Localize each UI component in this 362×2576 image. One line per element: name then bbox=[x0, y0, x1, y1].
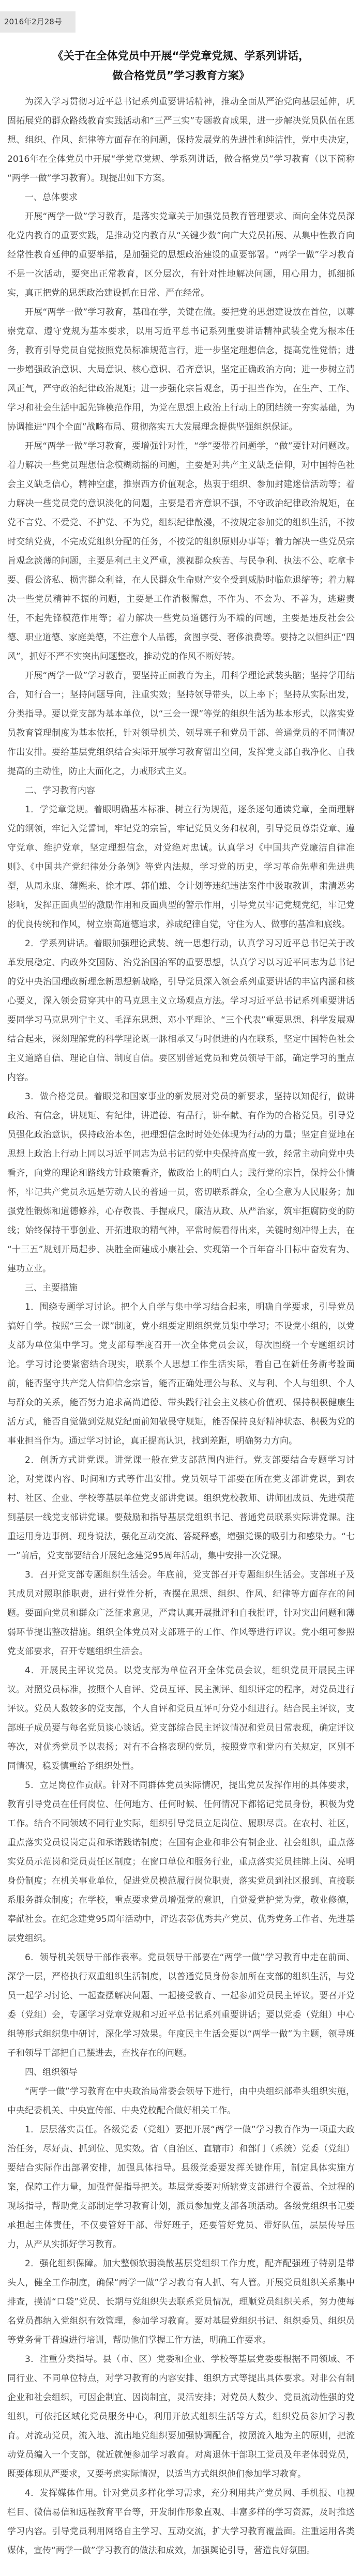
document-title-line2: 做合格党员”学习教育方案》 bbox=[112, 69, 250, 82]
document-title-line1: 《关于在全体党员中开展“学党章党规、学系列讲话， bbox=[52, 50, 310, 62]
body-paragraph: 开展“两学一做”学习教育，基础在学，关键在做。要把党的思想建设放在首位，以尊崇党章、遵守党规为基本要求，以用习近平总书记系列重要讲话精神武装全党为根本任务，教育引导党员自觉按照党员标准规范言行，进一步坚定理想信念，提高党性觉悟；进一步增强政治意识、大局意识、核心意识、看齐意识，坚定正确政治方向；进一步树立清风正气，严守政治纪律政治规矩；进一步强化宗旨观念，勇于担当作为，在生产、工作、学习和社会生活中起先锋模范作用，为党在思想上政治上行动上的团结统一夯实基础，为协调推进“四个全面”战略布局、贯彻落实五大发展理念提供坚强组织保证。 bbox=[7, 307, 355, 432]
body-paragraph: 开展“两学一做”学习教育，要增强针对性，“学”要带着问题学，“做”要针对问题改。着力解决一些党员理想信念模糊动摇的问题，主要是对共产主义缺乏信仰，对中国特色社会主义缺乏信心，精神空虚，推崇西方价值观念，热衷于组织、参加封建迷信活动等；着力解决一些党员党的意识淡化的问题，主要是看齐意识不强，不守政治纪律政治规矩，在党不言党、不爱党、不护党、不为党，组织纪律散漫，不按规定参加党的组织生活，不按时交纳党费，不完成党组织分配的任务，不按党的组织原则办事等；着力解决一些党员宗旨观念淡薄的问题，主要是利己主义严重，漠视群众疾苦、与民争利、执法不公、吃拿卡要、假公济私、损害群众利益，在人民群众生命财产安全受到威胁时临危退缩等；着力解决一些党员精神不振的问题，主要是工作消极懈怠，不作为、不会为、不善为，逃避责任，不起先锋模范作用等；着力解决一些党员道德行为不端的问题，主要是违反社会公德、职业道德、家庭美德，不注意个人品德，贪图享受、奢侈浪费等。要持之以恒纠正“四风”，抓好不严不实突出问题整改，推动党的作风不断好转。 bbox=[7, 441, 355, 662]
body-paragraph: 5．立足岗位作贡献。针对不同群体党员实际情况，提出党员发挥作用的具体要求，教育引导党员在任何岗位、任何地方、任何时候、任何情况下都铭记党员身份，积极为党工作。结合不同领域不同行业实际，组织引导党员立足岗位、履职尽责。在农村、社区，重点落实党员设岗定责和承诺践诺制度；在国有企业和非公有制企业、社会组织，重点落实党员示范岗和党员责任区制度；在窗口单位和服务行业，重点落实党员挂牌上岗、亮明身份制度；在机关事业单位，促进党员模范履行岗位职责，落实党员到社区报到、直接联系服务群众制度；在学校，重点要求党员增强党的意识，自觉爱党护党为党，敬业修德，奉献社会。在纪念建党95周年活动中，评选表彰优秀共产党员、优秀党务工作者、先进基层党组织。 bbox=[7, 1780, 355, 1944]
body-paragraph: 开展“两学一做”学习教育，要坚持正面教育为主，用科学理论武装头脑；坚持学用结合，知行合一；坚持问题导向，注重实效；坚持领导带头，以上率下；坚持从实际出发，分类指导。要以党支部为基本单位，以“三会一课”等党的组织生活为基本形式，以落实党员教育管理制度为基本依托，针对领导机关、领导班子和党员干部、普通党员的不同情况作出安排。要给基层党组织结合实际开展学习教育留出空间，发挥党支部自我净化、自我提高的主动性，防止大而化之，力戒形式主义。 bbox=[7, 671, 355, 777]
section-heading: 一、总体要求 bbox=[25, 192, 78, 203]
body-paragraph: “两学一做”学习教育在中央政治局常委会领导下进行，由中央组织部牵头组织实施，中央纪委机关、中央宣传部、中央党校配合做好相关工作。 bbox=[7, 2086, 355, 2116]
body-paragraph: 为深入学习贯彻习近平总书记系列重要讲话精神，推动全面从严治党向基层延伸，巩固拓展党的群众路线教育实践活动和“三严三实”专题教育成果，进一步解决党员队伍在思想、组织、作风、纪律等方面存在的问题，保持发展党的先进性和纯洁性，党中央决定，2016年在全体党员中开展“学党章党规、学系列讲话，做合格党员”学习教育（以下简称“两学一做”学习教育）。现提出如下方案。 bbox=[7, 97, 355, 184]
body-paragraph: 3．做合格党员。着眼党和国家事业的新发展对党员的新要求，坚持以知促行，做讲政治、有信念，讲规矩、有纪律，讲道德、有品行，讲奉献、有作为的合格党员。引导党员强化政治意识，保持政治本色，把理想信念时时处处体现为行动的力量；坚定自觉地在思想上政治上行动上同以习近平同志为总书记的党中央保持高度一致，经常主动向党中央看齐，向党的理论和路线方针政策看齐，做政治上的明白人；践行党的宗旨，保持公仆情怀，牢记共产党员永远是劳动人民的普通一员，密切联系群众，全心全意为人民服务；加强党性锻炼和道德修养，心存敬畏、手握戒尺，廉洁从政、从严治家，筑牢拒腐防变的防线；始终保持干事创业、开拓进取的精气神，平常时候看得出来，关键时刻冲得上去，在“十三五”规划开局起步、决胜全面建成小康社会、实现第一个百年奋斗目标中奋发有为、建功立业。 bbox=[7, 1092, 355, 1274]
body-paragraph: 1．围绕专题学习讨论。把个人自学与集中学习结合起来，明确自学要求，引导党员搞好自学。按照“三会一课”制度，党小组要定期组织党员集中学习；不设党小组的，以党支部为单位集中学习。党支部每季度召开一次全体党员会议，每次围绕一个专题组织讨论。学习讨论要紧密结合现实，联系个人思想工作生活实际，看自己在新任务新考验面前，能否坚守共产党人信仰信念宗旨，能否正确处理公与私、义与利、个人与组织、个人与群众的关系，能否努力追求高尚道德、带头践行社会主义核心价值观、保持积极健康生活方式，能否自觉做到党规党纪面前知敬畏守规矩，能否保持良好精神状态、积极为党的事业担当作为。通过学习讨论，真正提高认识，找到差距，明确努力方向。 bbox=[7, 1302, 355, 1446]
section-heading: 二、学习教育内容 bbox=[25, 785, 95, 796]
section-heading: 四、组织领导 bbox=[25, 2067, 78, 2078]
body-paragraph: 1．层层落实责任。各级党委（党组）要把开展“两学一做”学习教育作为一项重大政治任务，尽好责、抓到位、见实效。省（自治区、直辖市）和部门（系统）党委（党组）要结合实际作出部署安排，加强具体指导。县级党委要发挥关键作用，制定具体实施方案，保障工作力量，加强督促指导把关。基层党委要对所辖党支部进行全覆盖、全过程的现场指导，帮助党支部制定学习教育计划，派员参加党支部各项活动。各级党组织书记要承担起主体责任，不仅要管好干部、带好班子，还要管好党员、带好队伍，层层传导压力，从严从实抓好学习教育。 bbox=[7, 2125, 355, 2250]
body-paragraph: 3．召开党支部专题组织生活会。年底前，党支部召开专题组织生活会。支部班子及其成员对照职能职责，进行党性分析，查摆在思想、组织、作风、纪律等方面存在的问题。要面向党员和群众广泛征求意见，严肃认真开展批评和自我批评，针对突出问题和薄弱环节提出整改措施。组织全体党员对支部班子的工作、作风等进行评议。党小组可参照党支部要求，召开专题组织生活会。 bbox=[7, 1570, 355, 1657]
body-paragraph: 4．开展民主评议党员。以党支部为单位召开全体党员会议，组织党员开展民主评议。对照党员标准，按照个人自评、党员互评、民主测评、组织评定的程序，对党员进行评议。党员人数较多的党支部，个人自评和党员互评可分党小组进行。结合民主评议，支部班子成员要与每名党员谈心谈话。党支部综合民主评议情况和党员日常表现，确定评议等次，对优秀党员予以表扬；对有不合格表现的党员，按照党章和党内有关规定，区别不同情况，稳妥慎重给予组织处置。 bbox=[7, 1665, 355, 1771]
body-paragraph: 4．发挥媒体作用。针对党员多样化学习需求，充分利用共产党员网、手机报、电视栏目、微信易信和远程教育平台等，开发制作形象直观、丰富多样的学习资源，及时推送学习内容。引导党员利用网络自主学习、互动交流，扩大学习教育覆盖面。注重运用各类媒体，宣传“两学一做”学习教育的做法和成效，加强舆论引导，营造良好氛围。 bbox=[7, 2488, 355, 2556]
document-title bbox=[16, 46, 346, 85]
body-paragraph: 1．学党章党规。着眼明确基本标准、树立行为规范，逐条逐句通读党章，全面理解党的纲领，牢记入党誓词，牢记党的宗旨，牢记党员义务和权利，引导党员尊崇党章、遵守党章、维护党章，坚定理想信念，对党绝对忠诚。认真学习《中国共产党廉洁自律准则》、《中国共产党纪律处分条例》等党内法规，学习党的历史，学习革命先辈和先进典型，从周永康、薄熙来、徐才厚、郭伯雄、令计划等违纪违法案件中汲取教训，肃清恶劣影响，发挥正面典型的激励作用和反面典型的警示作用，引导党员牢记党规党纪，牢记党的优良传统和作风，树立崇高道德追求，养成纪律自觉，守住为人、做事的基准和底线。 bbox=[7, 805, 355, 930]
body-paragraph: 2．学系列讲话。着眼加强理论武装、统一思想行动，认真学习习近平总书记关于改革发展稳定、内政外交国防、治党治国治军的重要思想，认真学习以习近平同志为总书记的党中央治国理政新理念新思想新战略，引导党员深入领会系列重要讲话的丰富内涵和核心要义，深入领会贯穿其中的马克思主义立场观点方法。学习习近平总书记系列重要讲话要同学习马克思列宁主义、毛泽东思想、邓小平理论、“三个代表”重要思想、科学发展观结合起来，深刻理解党的科学理论既一脉相承又与时俱进的内在联系，坚定中国特色社会主义道路自信、理论自信、制度自信。要区别普通党员和党员领导干部，确定学习的重点内容。 bbox=[7, 938, 355, 1083]
body-paragraph: 2．强化组织保障。加大整顿软弱涣散基层党组织工作力度，配齐配强班子特别是带头人，健全工作制度，确保“两学一做”学习教育有人抓、有人管。开展党员组织关系集中排查，摸清“口袋”党员、长期与党组织失去联系党员情况，理顺党员组织关系，努力使每名党员都纳入党组织有效管理，参加学习教育。要对基层党组织书记、组织委员、组织员等党务骨干普遍进行培训，帮助他们掌握工作方法，明确工作要求。 bbox=[7, 2259, 355, 2345]
body-paragraph: 3．注重分类指导。县（市、区）党委和企业、学校等基层党委要根据不同领域、不同行业、不同单位特点，对学习教育的内容安排、组织方式等提出具体要求。对非公有制企业和社会组织，可因企制宜、因岗制宜，灵活安排；对党员人数少、党员流动性强的党组织，可依托区域化党员服务中心，利用开放式组织生活等方式，组织党员参加学习教育。对流动党员，流入地、流出地党组织要加强协调配合，按照流入地为主的原则，把流动党员编入一个支部，就近就便参加学习教育。对离退休干部职工党员及年老体弱党员，既要体现从严要求，又要考虑实际情况，以适当方式组织他们参加学习教育。 bbox=[7, 2354, 355, 2479]
body-paragraph: 6．领导机关领导干部作表率。党员领导干部要在“两学一做”学习教育中走在前面、深学一层，严格执行双重组织生活制度，以普通党员身份参加所在支部的组织生活，与党员一起学习讨论、一起查摆解决问题、一起接受教育、一起参加党员民主评议。要召开党委（党组）会，专题学习党章党规和习近平总书记系列重要讲话；要以党委（党组）中心组等形式组织集中研讨，深化学习效果。年度民主生活会要以“两学一做”为主题，领导班子和领导干部把自己摆进去，查找存在的问题。 bbox=[7, 1952, 355, 2058]
section-heading: 三、主要措施 bbox=[25, 1283, 78, 1293]
date-badge: 2016年2月28号 bbox=[0, 11, 76, 33]
document-body bbox=[0, 90, 362, 2576]
body-paragraph: 2．创新方式讲党课。讲党课一般在党支部范围内进行。党支部要结合专题学习讨论，对党课内容、时间和方式等作出安排。党员领导干部要在所在党支部讲党课，到农村、社区、企业、学校等基层单位党支部讲党课。组织党校教师、讲师团成员、先进模范到基层一线党支部讲党课。要鼓励和指导基层党组织书记、普通党员联系实际讲党课。注重运用身边事例、现身说法，强化互动交流、答疑释惑，增强党课的吸引力和感染力。“七一”前后，党支部要结合开展纪念建党95周年活动，集中安排一次党课。 bbox=[7, 1455, 355, 1561]
body-paragraph: 开展“两学一做”学习教育，是落实党章关于加强党员教育管理要求、面向全体党员深化党内教育的重要实践，是推动党内教育从“关键少数”向广大党员拓展、从集中性教育向经常性教育延伸的重要举措，是加强党的思想政治建设的重要部署。“两学一做”学习教育不是一次活动，要突出正常教育，区分层次，有针对性地解决问题，用心用力，抓细抓实，真正把党的思想政治建设抓在日常、严在经常。 bbox=[7, 211, 355, 298]
